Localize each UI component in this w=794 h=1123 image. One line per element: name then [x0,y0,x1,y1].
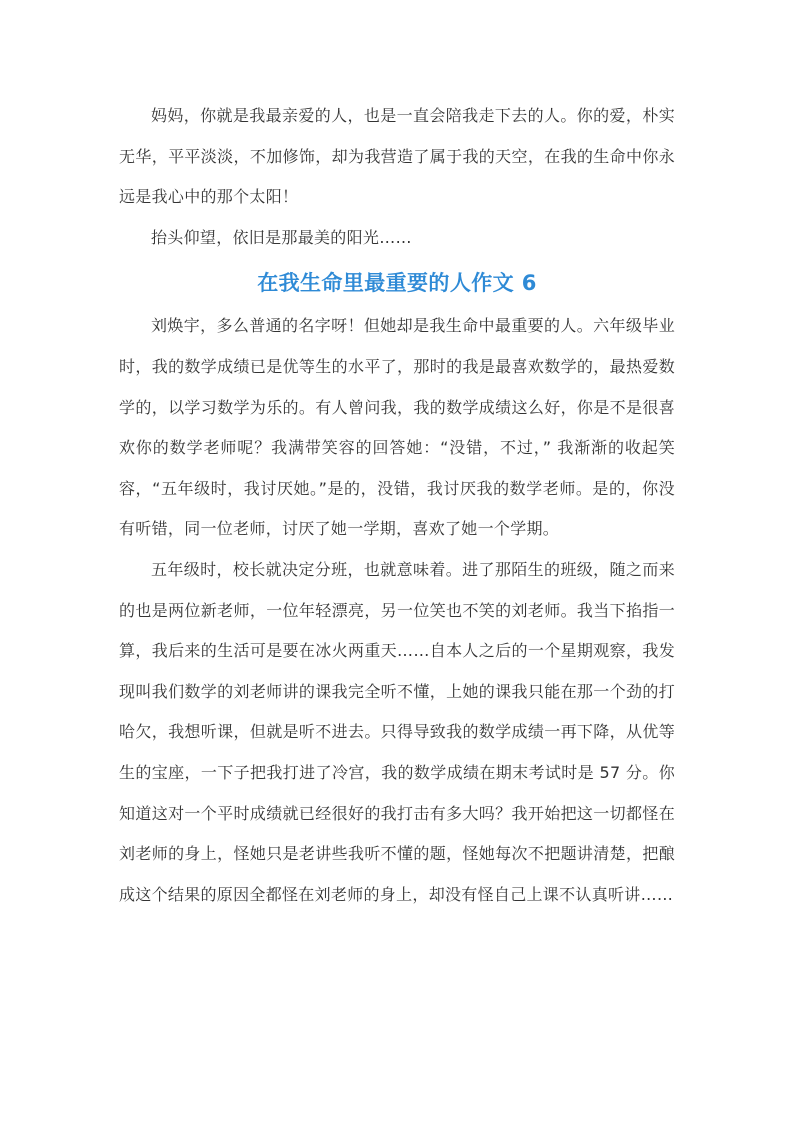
intro-paragraph-2: 抬头仰望，依旧是那最美的阳光…… [151,227,412,247]
section-paragraph-1: 刘焕宇，多么普通的名字呀！但她却是我生命中最重要的人。六年级毕业时，我的数学成绩已是优等生的水平了，那时的我是最喜欢数学的，最热爱数学的，以学习数学为乐的。有人曾问我，我的数学成绩这么好，你是不是很喜欢你的数学老师呢？我满带笑容的回答她：“没错，不过，” 我渐渐的收起笑容，“五年级时，我讨厌她。”是的，没错，我讨厌我的数学老师。是的，你没有听错，同一位老师，讨厌了她一学期，喜欢了她一个学期。 [119,316,675,539]
intro-paragraph-1: 妈妈，你就是我最亲爱的人，也是一直会陪我走下去的人。你的爱，朴实无华，平平淡淡，不加修饰，却为我营造了属于我的天空，在我的生命中你永远是我心中的那个太阳！ [119,106,675,207]
section-title: 在我生命里最重要的人作文 6 [257,271,537,296]
document-page [119,96,675,915]
section-paragraph-2: 五年级时，校长就决定分班，也就意味着。进了那陌生的班级，随之而来的也是两位新老师，一位年轻漂亮，另一位笑也不笑的刘老师。我当下掐指一算，我后来的生活可是要在冰火两重天……自本人之后的一个星期观察，我发现叫我们数学的刘老师讲的课我完全听不懂，上她的课我只能在那一个劲的打哈欠，我想听课，但就是听不进去。只得导致我的数学成绩一再下降，从优等生的宝座，一下子把我打进了冷宫，我的数学成绩在期末考试时是 57 分。你知道这对一个平时成绩就已经很好的我打击有多大吗？我开始把这一切都怪在刘老师的身上，怪她只是老讲些我听不懂的题，怪她每次不把题讲清楚，把酿成这个结果的原因全都怪在刘老师的身上，却没有怪自己上课不认真听讲…… [119,559,675,904]
